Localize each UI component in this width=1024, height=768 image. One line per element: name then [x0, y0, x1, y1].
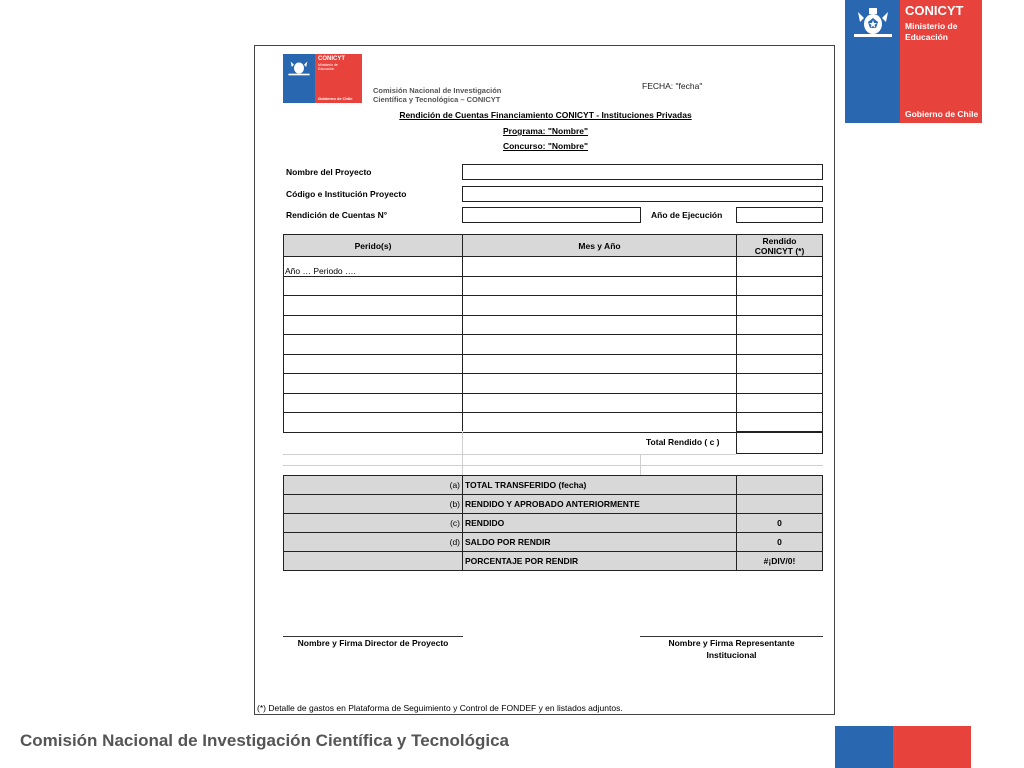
representante-label-line1: Nombre y Firma Representante	[668, 638, 795, 648]
rendido-cell[interactable]	[736, 334, 823, 355]
chile-coat-of-arms-icon	[850, 4, 896, 40]
summary-value	[736, 494, 823, 514]
period-cell[interactable]	[283, 354, 463, 375]
footnote: (*) Detalle de gastos en Plataforma de Seguimiento y Control de FONDEF y en listados adjuntos.	[257, 703, 623, 713]
representante-signature-label	[640, 637, 823, 661]
nombre-proyecto-field[interactable]	[462, 164, 823, 180]
concurso-label: Concurso: "Nombre"	[502, 141, 589, 151]
anio-ejecucion-label: Año de Ejecución	[651, 210, 723, 220]
first-row-period-text: Año … Periodo ….	[285, 266, 356, 276]
summary-letter: (c)	[283, 513, 463, 533]
period-cell[interactable]	[283, 393, 463, 414]
logo-brand: CONICYT	[905, 3, 964, 18]
doc-logo-gov: Gobierno de Chile	[318, 96, 353, 101]
chile-coat-of-arms-icon	[286, 57, 312, 77]
column-header-mes-anio: Mes y Año	[462, 234, 737, 257]
logo-gov: Gobierno de Chile	[905, 109, 979, 119]
mes-anio-cell[interactable]	[462, 373, 737, 394]
conicyt-slide-logo	[845, 0, 982, 123]
logo-ministry-line2: Educación	[905, 32, 948, 42]
period-cell[interactable]	[283, 373, 463, 394]
summary-letter: (d)	[283, 532, 463, 552]
summary-label: RENDIDO Y APROBADO ANTERIORMENTE	[462, 494, 737, 514]
summary-label: TOTAL TRANSFERIDO (fecha)	[462, 475, 737, 495]
summary-value: 0	[736, 532, 823, 552]
rendido-cell[interactable]	[736, 412, 823, 433]
form-title: Rendición de Cuentas Financiamiento CONICYT - Instituciones Privadas	[399, 110, 692, 120]
rendido-cell[interactable]	[736, 393, 823, 414]
rendido-cell[interactable]	[736, 276, 823, 297]
mes-anio-cell[interactable]	[462, 295, 737, 316]
column-header-periodo: Perido(s)	[283, 234, 463, 257]
period-cell[interactable]	[283, 412, 463, 433]
summary-value	[736, 475, 823, 495]
footer-flag-blue	[835, 726, 893, 768]
rendido-cell[interactable]	[736, 373, 823, 394]
column-header-rendido-line1: Rendido	[762, 235, 797, 246]
rendido-cell[interactable]	[736, 315, 823, 336]
fecha-label: FECHA: "fecha"	[642, 81, 703, 91]
summary-label: SALDO POR RENDIR	[462, 532, 737, 552]
mes-anio-cell[interactable]	[462, 315, 737, 336]
summary-label: PORCENTAJE POR RENDIR	[462, 551, 737, 571]
summary-value: 0	[736, 513, 823, 533]
conicyt-doc-logo	[283, 54, 362, 103]
rendicion-form-document	[254, 45, 835, 715]
codigo-institucion-label: Código e Institución Proyecto	[286, 189, 407, 199]
footer-flag-red	[893, 726, 971, 768]
summary-letter	[283, 551, 463, 571]
director-signature-label: Nombre y Firma Director de Proyecto	[297, 638, 449, 648]
rendicion-numero-label: Rendición de Cuentas N°	[286, 210, 388, 220]
rendido-cell[interactable]	[736, 256, 823, 277]
mes-anio-cell[interactable]	[462, 412, 737, 433]
summary-value: #¡DIV/0!	[736, 551, 823, 571]
summary-label: RENDIDO	[462, 513, 737, 533]
mes-anio-cell[interactable]	[462, 393, 737, 414]
rendicion-numero-field[interactable]	[462, 207, 641, 223]
faint-gridline	[640, 454, 641, 476]
mes-anio-cell[interactable]	[462, 276, 737, 297]
representante-label-line2: Institucional	[706, 650, 757, 660]
agency-name-line1: Comisión Nacional de Investigación	[373, 86, 502, 95]
agency-name-line2: Científica y Tecnológica – CONICYT	[373, 95, 501, 104]
period-cell[interactable]	[283, 295, 463, 316]
total-rendido-label: Total Rendido ( c )	[646, 437, 720, 447]
period-cell[interactable]	[283, 334, 463, 355]
slide-footer-title: Comisión Nacional de Investigación Científica y Tecnológica	[20, 731, 510, 750]
summary-letter: (a)	[283, 475, 463, 495]
mes-anio-cell[interactable]	[462, 354, 737, 375]
column-header-rendido	[736, 234, 823, 257]
faint-gridline	[283, 465, 823, 466]
rendido-cell[interactable]	[736, 295, 823, 316]
period-cell[interactable]	[283, 276, 463, 297]
faint-gridline	[283, 454, 736, 455]
programa-label: Programa: "Nombre"	[502, 126, 589, 136]
anio-ejecucion-field[interactable]	[736, 207, 823, 223]
column-header-rendido-line2: CONICYT (*)	[754, 245, 805, 256]
doc-logo-brand: CONICYT	[318, 56, 345, 62]
doc-logo-ministry-line2: Educación	[318, 67, 335, 71]
logo-ministry-line1: Ministerio de	[905, 21, 958, 31]
nombre-proyecto-label: Nombre del Proyecto	[286, 167, 372, 177]
period-cell[interactable]	[283, 315, 463, 336]
doc-logo-ministry-line1: Ministerio de	[318, 63, 338, 67]
mes-anio-cell[interactable]	[462, 334, 737, 355]
mes-anio-cell[interactable]	[462, 256, 737, 277]
codigo-institucion-field[interactable]	[462, 186, 823, 202]
summary-letter: (b)	[283, 494, 463, 514]
total-rendido-value-cell[interactable]	[736, 431, 823, 454]
rendido-cell[interactable]	[736, 354, 823, 375]
